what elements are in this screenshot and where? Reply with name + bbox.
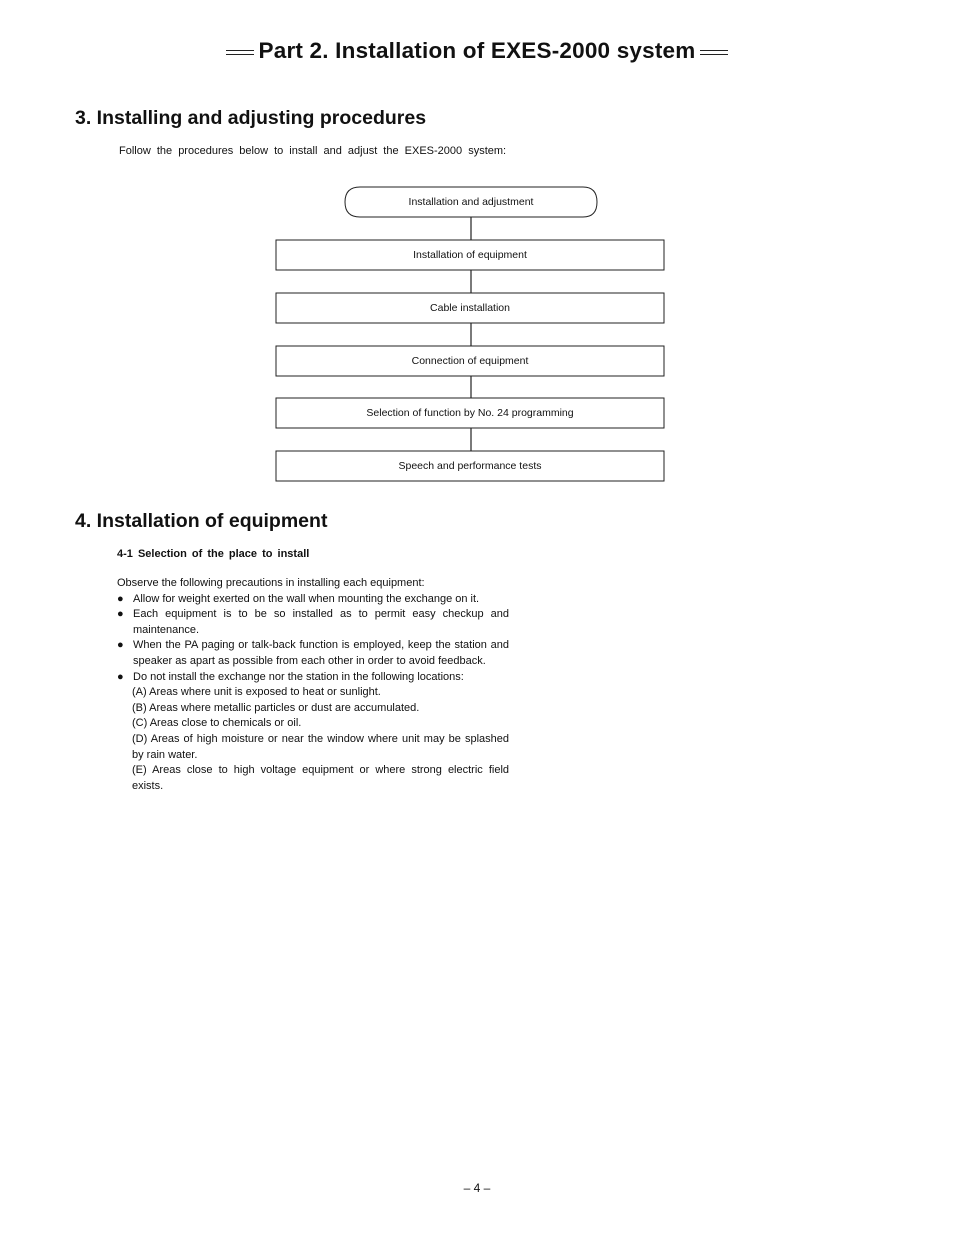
precaution-item xyxy=(117,607,509,638)
flow-step-4-label: Selection of function by No. 24 programming xyxy=(366,407,574,419)
section-3-intro: Follow the procedures below to install and adjust the EXES-2000 system: xyxy=(119,145,507,157)
precaution-text: When the PA paging or talk-back function is employed, keep the station and speaker as apart as possible from each other in order to avoid feedback. xyxy=(133,639,509,667)
precaution-text: Do not install the exchange nor the station in the following locations: xyxy=(133,670,464,683)
section-3-heading: 3. Installing and adjusting procedures xyxy=(75,107,427,129)
precaution-item xyxy=(117,592,509,608)
location-item: (C) Areas close to chemicals or oil. xyxy=(132,717,302,730)
precaution-item xyxy=(117,638,509,669)
flow-step-1-label: Installation of equipment xyxy=(413,249,527,261)
flow-step-3-label: Connection of equipment xyxy=(411,355,529,367)
bullet-icon: ● xyxy=(117,670,124,683)
page-number: – 4 – xyxy=(463,1181,491,1195)
section-4-body xyxy=(117,576,509,794)
location-item: (E) Areas close to high voltage equipment or where strong electric field exists. xyxy=(132,764,509,792)
subsection-4-1-heading: 4-1 Selection of the place to install xyxy=(117,548,310,560)
section-4-heading: 4. Installation of equipment xyxy=(75,510,328,532)
precaution-item xyxy=(117,670,509,686)
bullet-icon: ● xyxy=(117,592,124,605)
precaution-text: Allow for weight exerted on the wall when mounting the exchange on it. xyxy=(133,592,480,605)
flow-step-5-label: Speech and performance tests xyxy=(398,460,542,472)
flow-start-label: Installation and adjustment xyxy=(408,196,534,208)
bullet-icon: ● xyxy=(117,639,124,652)
precaution-text: Each equipment is to be so installed as to permit easy checkup and maintenance. xyxy=(133,608,509,636)
location-item: (D) Areas of high moisture or near the window where unit may be splashed by rain water. xyxy=(132,732,509,761)
part-title-text: Part 2. Installation of EXES-2000 system xyxy=(258,38,696,63)
location-item: (B) Areas where metallic particles or dust are accumulated. xyxy=(132,701,420,714)
bullet-icon: ● xyxy=(117,608,124,621)
flow-step-2-label: Cable installation xyxy=(430,302,510,314)
location-item: (A) Areas where unit is exposed to heat or sunlight. xyxy=(132,686,381,699)
precautions-intro: Observe the following precautions in installing each equipment: xyxy=(117,577,425,589)
